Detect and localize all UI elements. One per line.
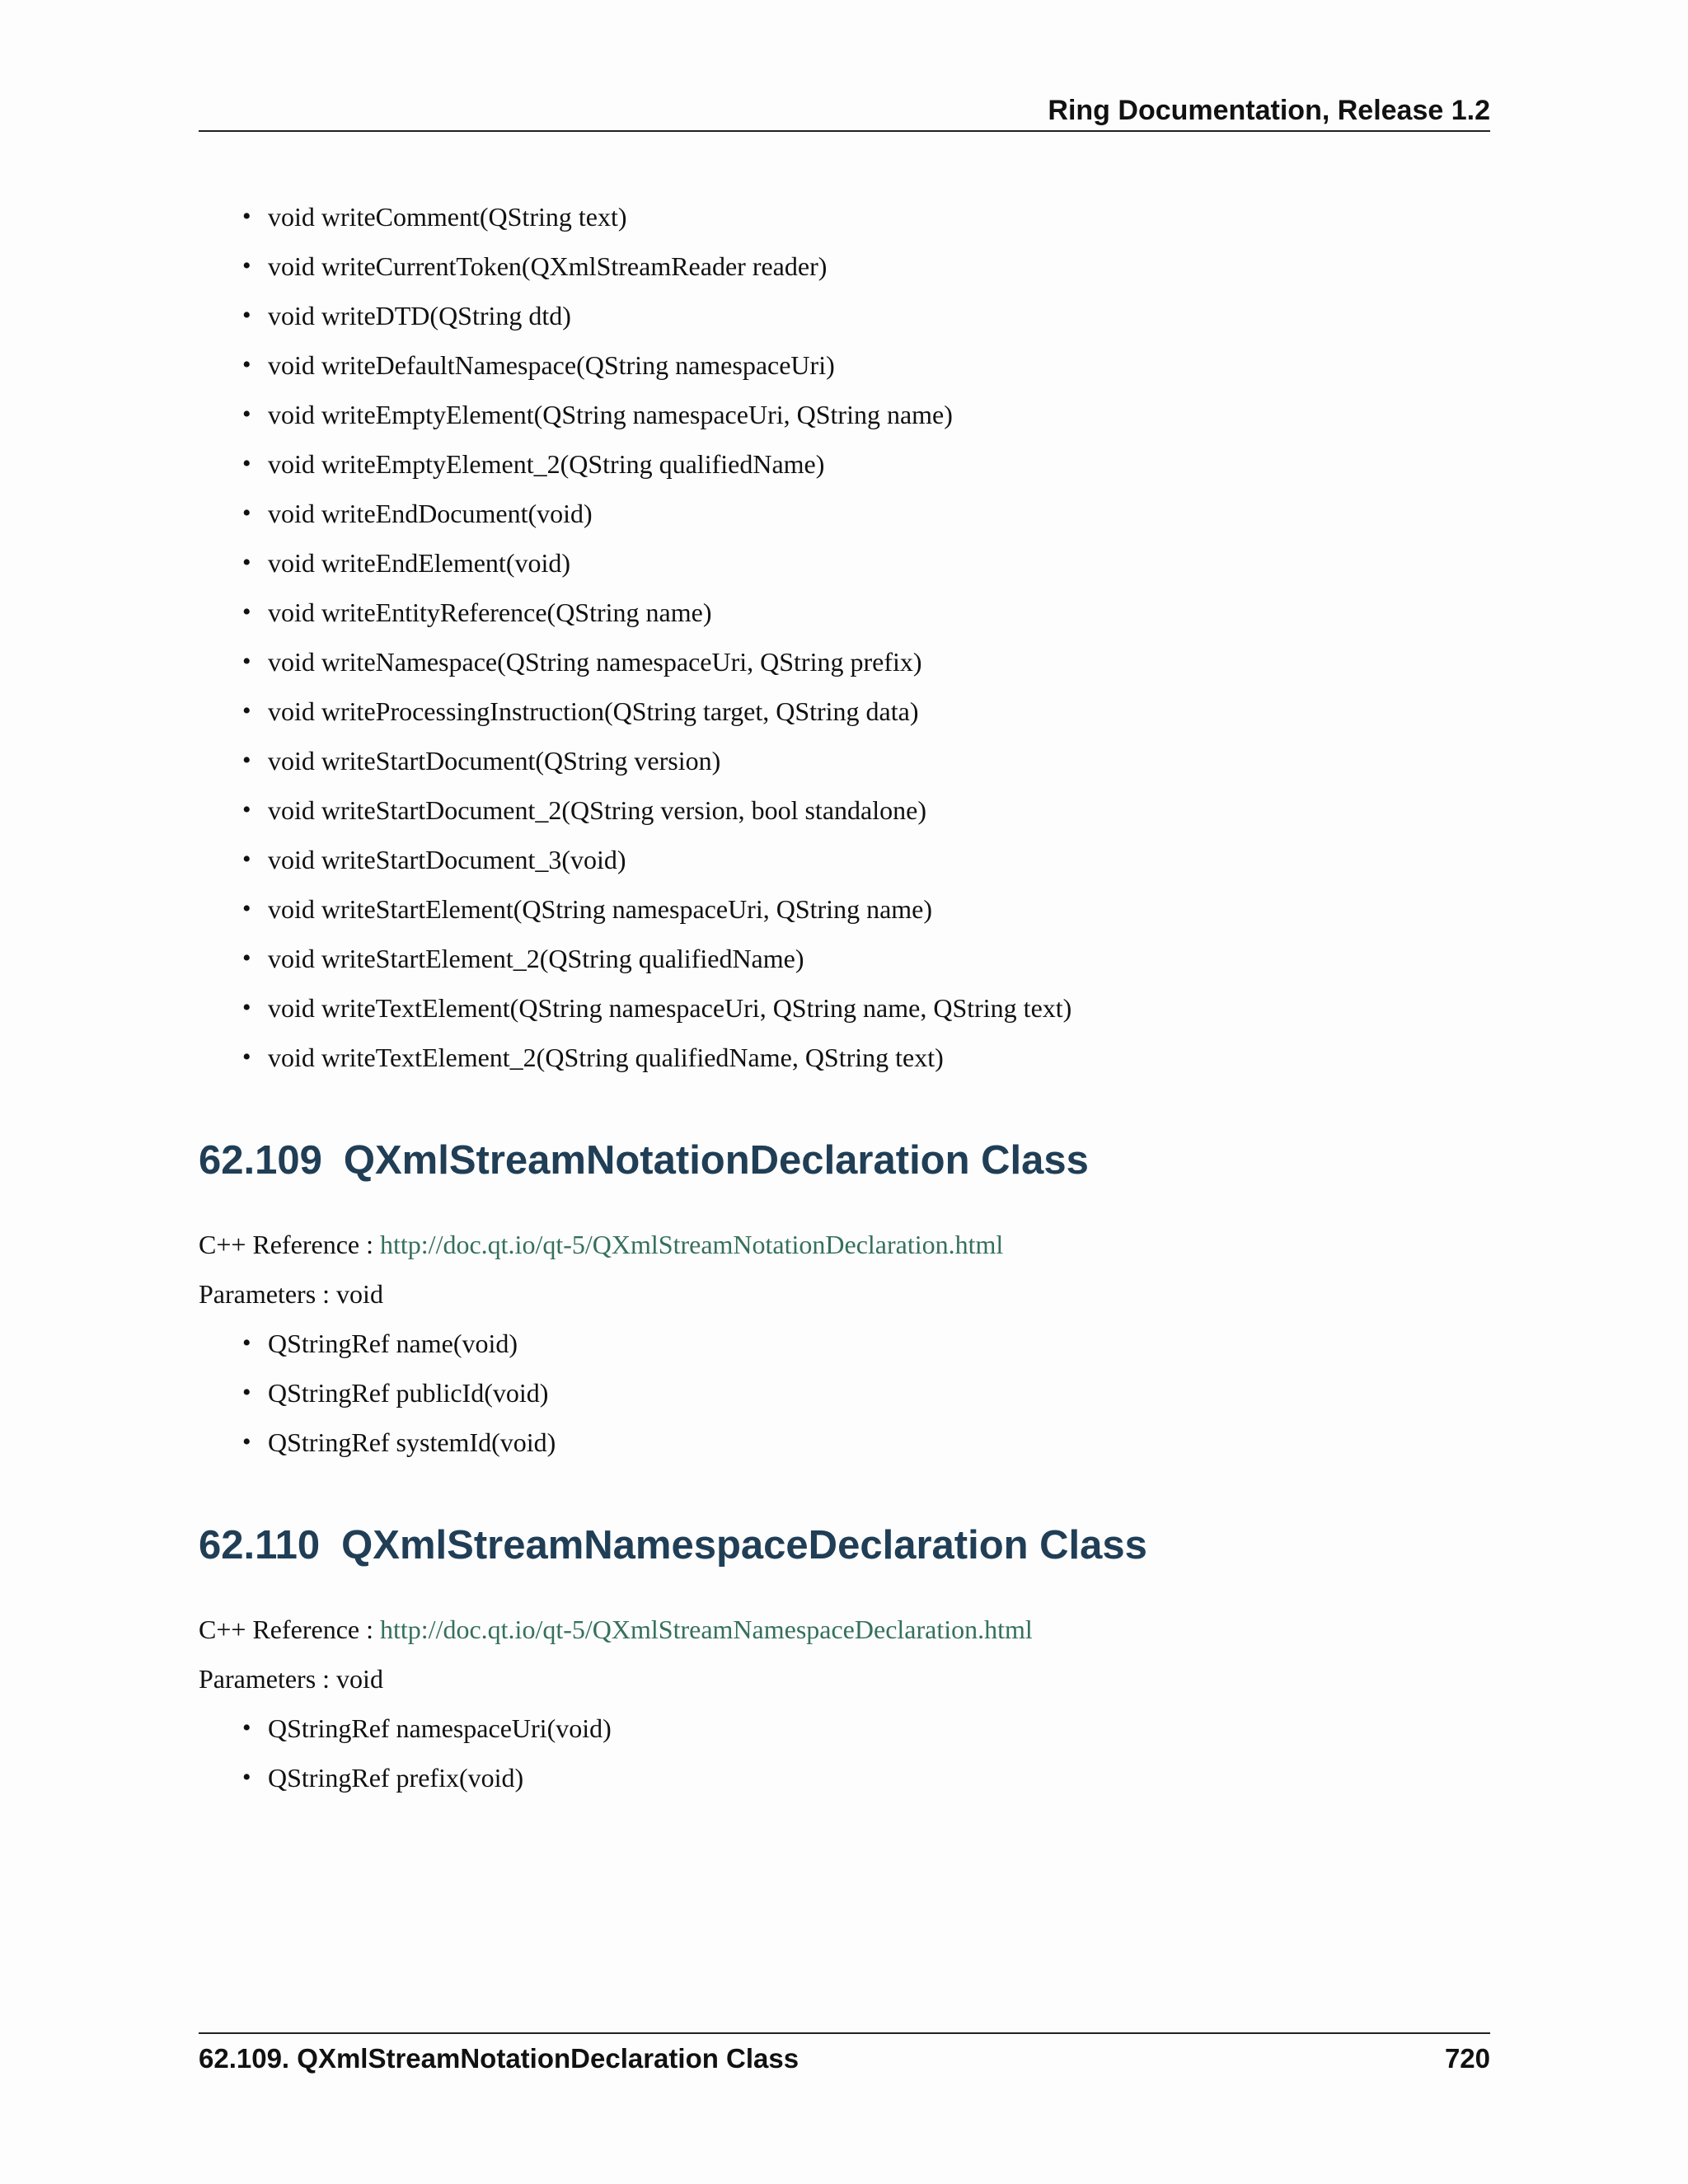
page-number: 720 [1444,2043,1490,2074]
bullet-icon: • [242,1329,251,1357]
list-item: • void writeStartElement(QString namespaceUri, QString name) [199,884,1071,934]
section-title: QXmlStreamNotationDeclaration Class [343,1138,1089,1183]
cpp-reference-line [199,1605,1033,1654]
bullet-icon: • [242,796,251,823]
bullet-icon: • [242,994,251,1021]
list-item: • void writeDefaultNamespace(QString namespaceUri) [199,340,1071,390]
bullet-icon: • [242,846,251,873]
bullet-icon: • [242,1043,251,1071]
list-item: • void writeComment(QString text) [199,192,1071,241]
method-list-notation-declaration [199,1319,556,1467]
list-item: • void writeEmptyElement_2(QString qualifiedName) [199,439,1071,489]
bullet-icon: • [242,499,251,527]
bullet-icon: • [242,747,251,774]
section-heading-62-110 [199,1521,1147,1570]
method-list-namespace-declaration [199,1704,612,1802]
list-item: • void writeStartDocument_3(void) [199,835,1071,884]
list-item: • void writeTextElement_2(QString qualifiedName, QString text) [199,1033,1071,1082]
list-item: • void writeStartElement_2(QString qualifiedName) [199,934,1071,983]
parameters-line: Parameters : void [199,1279,383,1309]
list-item: • void writeEntityReference(QString name) [199,588,1071,637]
footer-section: 62.109. QXmlStreamNotationDeclaration Class [199,2043,799,2074]
list-item: • QStringRef namespaceUri(void) [199,1704,612,1753]
list-item: • void writeEndElement(void) [199,538,1071,588]
page-footer [199,2032,1490,2083]
bullet-icon: • [242,450,251,477]
list-item: • QStringRef publicId(void) [199,1368,556,1418]
section-number: 62.109 [199,1138,322,1183]
list-item: • void writeTextElement(QString namespaceUri, QString name, QString text) [199,983,1071,1033]
reference-link[interactable]: http://doc.qt.io/qt-5/QXmlStreamNamespaceDeclaration.html [380,1615,1033,1644]
method-list-xml-stream-writer [199,192,1071,1082]
reference-label: C++ Reference : [199,1230,380,1259]
bullet-icon: • [242,1714,251,1741]
list-item: • void writeProcessingInstruction(QString target, QString data) [199,687,1071,736]
list-item: • QStringRef systemId(void) [199,1418,556,1467]
page-header [199,91,1490,132]
bullet-icon: • [242,549,251,576]
bullet-icon: • [242,252,251,279]
header-title: Ring Documentation, Release 1.2 [1048,95,1490,126]
bullet-icon: • [242,648,251,675]
parameters-line: Parameters : void [199,1664,383,1694]
list-item: • void writeStartDocument(QString version) [199,736,1071,785]
bullet-icon: • [242,351,251,378]
list-item: • QStringRef prefix(void) [199,1753,612,1802]
bullet-icon: • [242,1428,251,1455]
bullet-icon: • [242,944,251,972]
bullet-icon: • [242,1764,251,1791]
document-page [199,0,1490,2184]
list-item: • void writeNamespace(QString namespaceUri, QString prefix) [199,637,1071,687]
list-item: • void writeCurrentToken(QXmlStreamReader reader) [199,241,1071,291]
cpp-reference-line [199,1220,1003,1269]
reference-link[interactable]: http://doc.qt.io/qt-5/QXmlStreamNotationDeclaration.html [380,1230,1004,1259]
list-item: • void writeEndDocument(void) [199,489,1071,538]
bullet-icon: • [242,1379,251,1406]
section-number: 62.110 [199,1523,321,1568]
list-item: • void writeDTD(QString dtd) [199,291,1071,340]
bullet-icon: • [242,697,251,724]
bullet-icon: • [242,598,251,626]
list-item: • QStringRef name(void) [199,1319,556,1368]
list-item: • void writeEmptyElement(QString namespaceUri, QString name) [199,390,1071,439]
section-title: QXmlStreamNamespaceDeclaration Class [341,1523,1147,1568]
section-heading-62-109 [199,1136,1089,1185]
list-item: • void writeStartDocument_2(QString version, bool standalone) [199,785,1071,835]
bullet-icon: • [242,203,251,230]
bullet-icon: • [242,895,251,922]
bullet-icon: • [242,401,251,428]
reference-label: C++ Reference : [199,1615,380,1644]
bullet-icon: • [242,302,251,329]
